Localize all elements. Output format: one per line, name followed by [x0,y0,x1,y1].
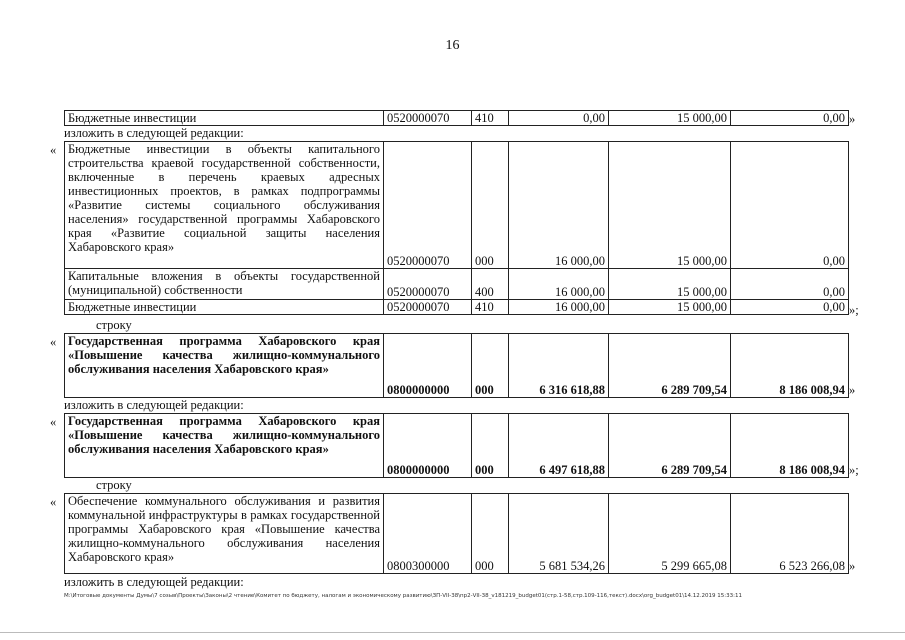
stroku-label: строку [96,318,132,332]
amount-2020: 5 681 534,26 [509,494,609,574]
row-description: Бюджетные инвестиции [65,111,384,126]
budget-table-block2 [64,141,849,315]
amount-2021: 6 289 709,54 [609,414,731,478]
amount-2020: 6 316 618,88 [509,334,609,398]
bottom-divider [0,632,905,633]
amount-2022: 0,00 [731,142,849,269]
target-code: 0520000070 [384,111,472,126]
row-description: Государственная программа Хабаровского края «Повышение качества жилищно-коммунального обслуживания населения Хабаровского края» [65,414,384,478]
target-code: 0800300000 [384,494,472,574]
edit-instruction: изложить в следующей редакции: [64,398,244,412]
expense-kind: 410 [472,300,509,315]
amount-2021: 5 299 665,08 [609,494,731,574]
expense-kind: 000 [472,334,509,398]
amount-2020: 16 000,00 [509,142,609,269]
closing-quote: »; [849,463,859,477]
amount-2022: 0,00 [731,269,849,300]
amount-2022: 8 186 008,94 [731,414,849,478]
closing-quote: » [849,383,856,397]
edit-instruction: изложить в следующей редакции: [64,126,244,140]
amount-2021: 6 289 709,54 [609,334,731,398]
expense-kind: 000 [472,414,509,478]
amount-2022: 8 186 008,94 [731,334,849,398]
budget-table-program-old [64,333,849,398]
target-code: 0520000070 [384,142,472,269]
row-description: Бюджетные инвестиции в объекты капитального строительства краевой государственной собственности, включенные в перечень краевых адресных инвестиционных проектов, в рамках подпрограммы «Развитие системы социального обслуживания населения» государственной программы Хабаровского края «Развитие социальной защиты населения Хабаровского края» [65,142,384,269]
target-code: 0520000070 [384,269,472,300]
amount-2022: 0,00 [731,300,849,315]
row-description: Государственная программа Хабаровского края «Повышение качества жилищно-коммунального обслуживания населения Хабаровского края» [65,334,384,398]
edit-instruction: изложить в следующей редакции: [64,575,244,589]
row-description: Бюджетные инвестиции [65,300,384,315]
file-path-footer: M:\Итоговые документы Думы\7 созыв\Проекты\Законы\2 чтение\Комитет по бюджету, налогам и экономическому развитию\ЗП-VII-38\пр2-VII-38_v181219_budget01(стр.1-58,стр.109-116,текст).docx\org_budget01\14.12.2019 15:33:11 [64,593,742,599]
row-description: Обеспечение коммунального обслуживания и развития коммунальной инфраструктуры в рамках государственной программы Хабаровского края «Повышение качества жилищно-коммунального обслуживания населения Хабаровского края» [65,494,384,574]
opening-quote: « [50,143,57,157]
amount-2020: 16 000,00 [509,300,609,315]
opening-quote: « [50,335,57,349]
target-code: 0520000070 [384,300,472,315]
opening-quote: « [50,495,57,509]
closing-quote: » [849,559,856,573]
amount-2022: 0,00 [731,111,849,126]
amount-2021: 15 000,00 [609,142,731,269]
amount-2021: 15 000,00 [609,300,731,315]
closing-quote: » [849,112,856,126]
opening-quote: « [50,415,57,429]
target-code: 0800000000 [384,414,472,478]
page-number: 16 [445,38,460,53]
row-description: Капитальные вложения в объекты государственной (муниципальной) собственности [65,269,384,300]
closing-quote: »; [849,303,859,317]
budget-table-row1 [64,110,849,126]
amount-2020: 16 000,00 [509,269,609,300]
budget-table-subprogram [64,493,849,574]
expense-kind: 000 [472,494,509,574]
expense-kind: 400 [472,269,509,300]
stroku-label: строку [96,478,132,492]
amount-2021: 15 000,00 [609,111,731,126]
amount-2022: 6 523 266,08 [731,494,849,574]
expense-kind: 410 [472,111,509,126]
amount-2020: 6 497 618,88 [509,414,609,478]
amount-2021: 15 000,00 [609,269,731,300]
budget-table-program-new [64,413,849,478]
amount-2020: 0,00 [509,111,609,126]
expense-kind: 000 [472,142,509,269]
target-code: 0800000000 [384,334,472,398]
